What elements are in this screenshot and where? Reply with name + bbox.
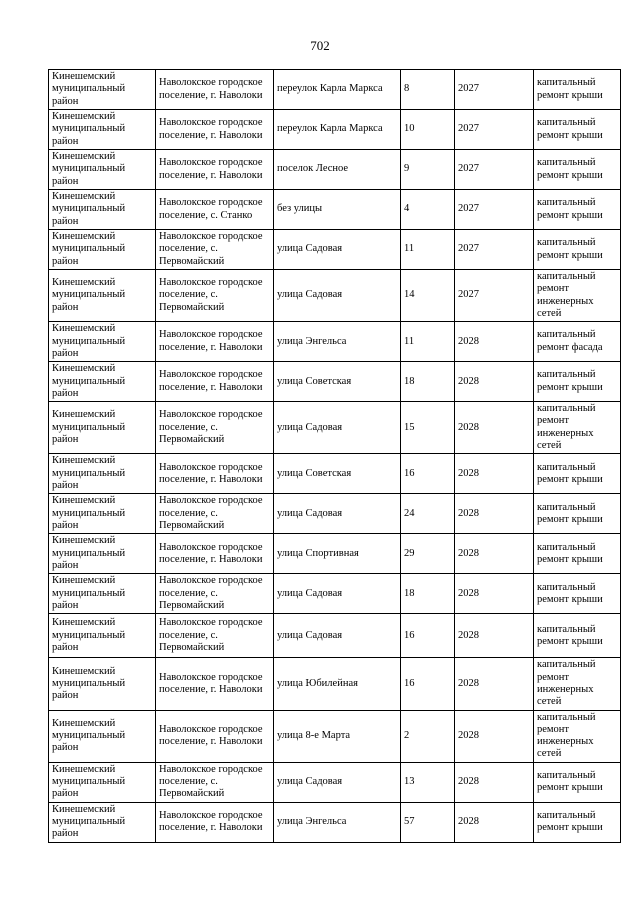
table-row [49, 322, 621, 362]
year-cell: 2027 [455, 150, 534, 190]
district-cell: Кинешемский муниципальный район [49, 534, 156, 574]
settlement-cell: Наволокское городское поселение, с. Первомайский [156, 762, 274, 802]
table-row [49, 270, 621, 322]
district-cell: Кинешемский муниципальный район [49, 110, 156, 150]
settlement-cell: Наволокское городское поселение, г. Наволоки [156, 710, 274, 762]
street-cell: улица Юбилейная [274, 658, 401, 710]
settlement-cell: Наволокское городское поселение, г. Наволоки [156, 802, 274, 842]
street-cell: улица Садовая [274, 494, 401, 534]
district-cell: Кинешемский муниципальный район [49, 230, 156, 270]
year-cell: 2028 [455, 802, 534, 842]
house-number-cell: 10 [401, 110, 455, 150]
settlement-cell: Наволокское городское поселение, с. Первомайский [156, 574, 274, 614]
house-number-cell: 8 [401, 70, 455, 110]
street-cell: улица Садовая [274, 270, 401, 322]
settlement-cell: Наволокское городское поселение, г. Наволоки [156, 150, 274, 190]
work-type-cell: капитальный ремонт крыши [534, 614, 621, 658]
table-row [49, 190, 621, 230]
settlement-cell: Наволокское городское поселение, г. Наволоки [156, 110, 274, 150]
year-cell: 2028 [455, 574, 534, 614]
year-cell: 2028 [455, 494, 534, 534]
district-cell: Кинешемский муниципальный район [49, 190, 156, 230]
settlement-cell: Наволокское городское поселение, г. Наволоки [156, 534, 274, 574]
table-row [49, 710, 621, 762]
house-number-cell: 4 [401, 190, 455, 230]
table-row [49, 494, 621, 534]
table-row [49, 658, 621, 710]
house-number-cell: 16 [401, 658, 455, 710]
street-cell: улица Спортивная [274, 534, 401, 574]
house-number-cell: 18 [401, 362, 455, 402]
table-row [49, 70, 621, 110]
work-type-cell: капитальный ремонт крыши [534, 110, 621, 150]
table-row [49, 574, 621, 614]
street-cell: улица Садовая [274, 230, 401, 270]
page-number: 702 [310, 38, 330, 53]
house-number-cell: 16 [401, 454, 455, 494]
repair-schedule-table [48, 69, 621, 843]
district-cell: Кинешемский муниципальный район [49, 454, 156, 494]
work-type-cell: капитальный ремонт крыши [534, 762, 621, 802]
district-cell: Кинешемский муниципальный район [49, 270, 156, 322]
work-type-cell: капитальный ремонт фасада [534, 322, 621, 362]
year-cell: 2027 [455, 270, 534, 322]
street-cell: улица Советская [274, 362, 401, 402]
table-row [49, 534, 621, 574]
house-number-cell: 11 [401, 230, 455, 270]
settlement-cell: Наволокское городское поселение, с. Первомайский [156, 614, 274, 658]
district-cell: Кинешемский муниципальный район [49, 762, 156, 802]
settlement-cell: Наволокское городское поселение, г. Наволоки [156, 658, 274, 710]
house-number-cell: 24 [401, 494, 455, 534]
year-cell: 2028 [455, 402, 534, 454]
year-cell: 2028 [455, 454, 534, 494]
table-row [49, 362, 621, 402]
district-cell: Кинешемский муниципальный район [49, 494, 156, 534]
work-type-cell: капитальный ремонт инженерных сетей [534, 658, 621, 710]
work-type-cell: капитальный ремонт крыши [534, 70, 621, 110]
table-row [49, 230, 621, 270]
work-type-cell: капитальный ремонт крыши [534, 574, 621, 614]
year-cell: 2028 [455, 534, 534, 574]
work-type-cell: капитальный ремонт крыши [534, 150, 621, 190]
year-cell: 2028 [455, 322, 534, 362]
settlement-cell: Наволокское городское поселение, г. Наволоки [156, 322, 274, 362]
street-cell: переулок Карла Маркса [274, 70, 401, 110]
table-row [49, 454, 621, 494]
year-cell: 2028 [455, 658, 534, 710]
house-number-cell: 15 [401, 402, 455, 454]
year-cell: 2027 [455, 190, 534, 230]
settlement-cell: Наволокское городское поселение, г. Наволоки [156, 454, 274, 494]
house-number-cell: 13 [401, 762, 455, 802]
house-number-cell: 9 [401, 150, 455, 190]
settlement-cell: Наволокское городское поселение, с. Первомайский [156, 270, 274, 322]
year-cell: 2028 [455, 362, 534, 402]
house-number-cell: 2 [401, 710, 455, 762]
house-number-cell: 18 [401, 574, 455, 614]
year-cell: 2027 [455, 70, 534, 110]
table-row [49, 762, 621, 802]
work-type-cell: капитальный ремонт крыши [534, 534, 621, 574]
street-cell: улица Советская [274, 454, 401, 494]
street-cell: улица Садовая [274, 762, 401, 802]
district-cell: Кинешемский муниципальный район [49, 802, 156, 842]
work-type-cell: капитальный ремонт крыши [534, 230, 621, 270]
street-cell: переулок Карла Маркса [274, 110, 401, 150]
street-cell: улица 8-е Марта [274, 710, 401, 762]
district-cell: Кинешемский муниципальный район [49, 614, 156, 658]
settlement-cell: Наволокское городское поселение, г. Наволоки [156, 70, 274, 110]
work-type-cell: капитальный ремонт крыши [534, 454, 621, 494]
house-number-cell: 29 [401, 534, 455, 574]
street-cell: улица Садовая [274, 614, 401, 658]
district-cell: Кинешемский муниципальный район [49, 574, 156, 614]
street-cell: улица Энгельса [274, 322, 401, 362]
settlement-cell: Наволокское городское поселение, с. Первомайский [156, 402, 274, 454]
year-cell: 2028 [455, 710, 534, 762]
district-cell: Кинешемский муниципальный район [49, 658, 156, 710]
district-cell: Кинешемский муниципальный район [49, 362, 156, 402]
house-number-cell: 11 [401, 322, 455, 362]
work-type-cell: капитальный ремонт инженерных сетей [534, 710, 621, 762]
table-row [49, 614, 621, 658]
year-cell: 2027 [455, 110, 534, 150]
year-cell: 2028 [455, 762, 534, 802]
street-cell: поселок Лесное [274, 150, 401, 190]
table-row [49, 150, 621, 190]
house-number-cell: 16 [401, 614, 455, 658]
street-cell: без улицы [274, 190, 401, 230]
table-row [49, 402, 621, 454]
house-number-cell: 14 [401, 270, 455, 322]
work-type-cell: капитальный ремонт крыши [534, 494, 621, 534]
street-cell: улица Энгельса [274, 802, 401, 842]
house-number-cell: 57 [401, 802, 455, 842]
year-cell: 2028 [455, 614, 534, 658]
table-row [49, 110, 621, 150]
table-row [49, 802, 621, 842]
work-type-cell: капитальный ремонт крыши [534, 190, 621, 230]
settlement-cell: Наволокское городское поселение, г. Наволоки [156, 362, 274, 402]
street-cell: улица Садовая [274, 402, 401, 454]
district-cell: Кинешемский муниципальный район [49, 150, 156, 190]
table-body [49, 70, 621, 843]
district-cell: Кинешемский муниципальный район [49, 322, 156, 362]
work-type-cell: капитальный ремонт инженерных сетей [534, 402, 621, 454]
settlement-cell: Наволокское городское поселение, с. Станко [156, 190, 274, 230]
settlement-cell: Наволокское городское поселение, с. Первомайский [156, 494, 274, 534]
work-type-cell: капитальный ремонт инженерных сетей [534, 270, 621, 322]
settlement-cell: Наволокское городское поселение, с. Первомайский [156, 230, 274, 270]
district-cell: Кинешемский муниципальный район [49, 710, 156, 762]
work-type-cell: капитальный ремонт крыши [534, 362, 621, 402]
year-cell: 2027 [455, 230, 534, 270]
work-type-cell: капитальный ремонт крыши [534, 802, 621, 842]
district-cell: Кинешемский муниципальный район [49, 402, 156, 454]
district-cell: Кинешемский муниципальный район [49, 70, 156, 110]
street-cell: улица Садовая [274, 574, 401, 614]
